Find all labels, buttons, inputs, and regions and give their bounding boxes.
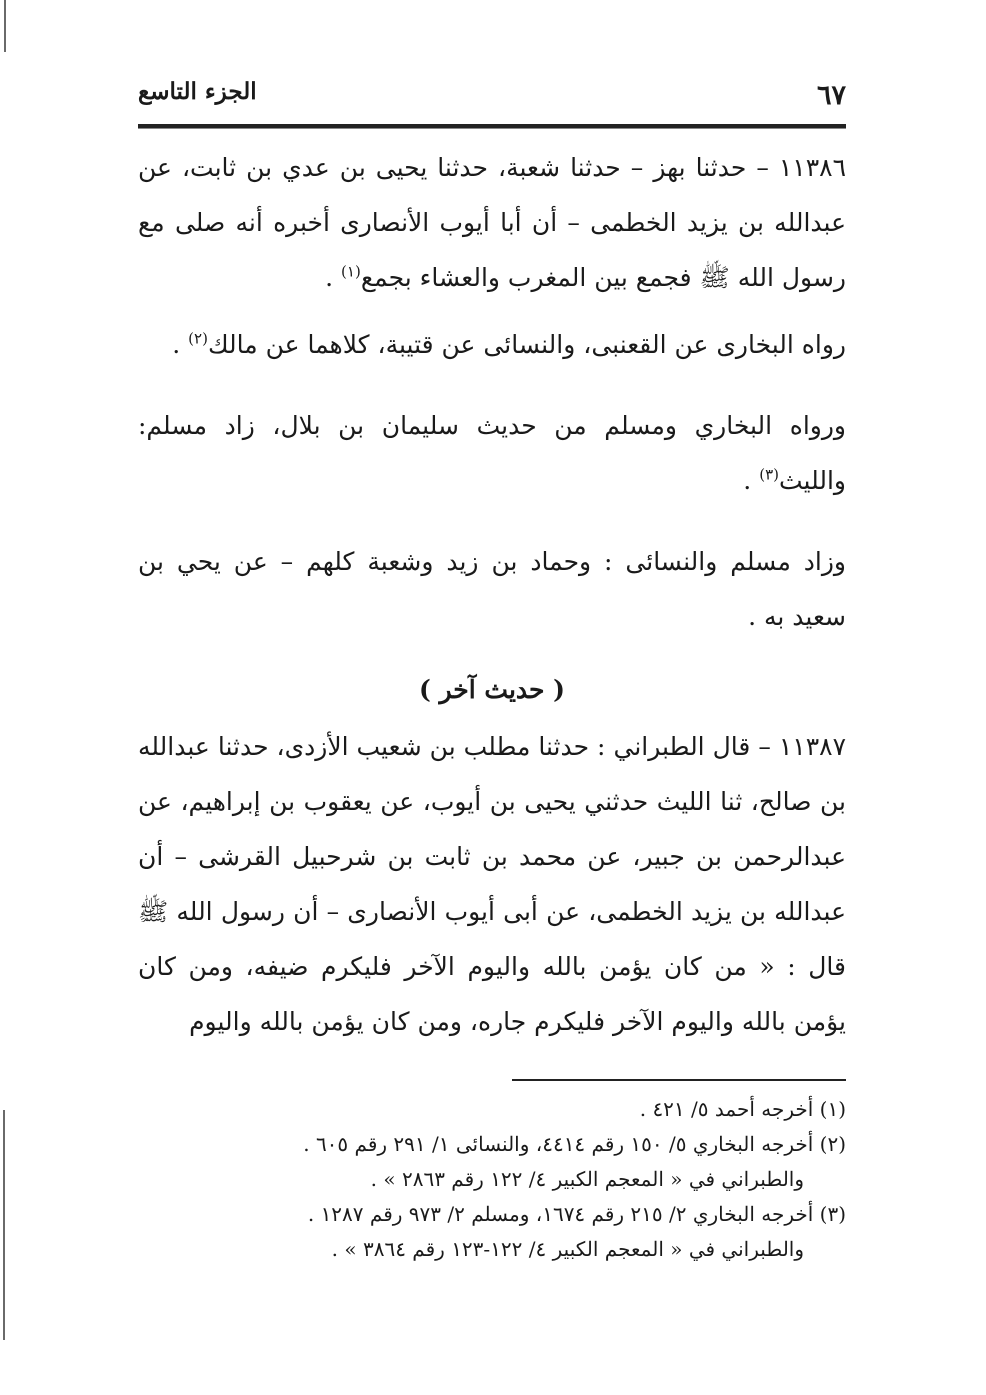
hadith-text: ١١٣٨٦ – حدثنا بهز – حدثنا شعبة، حدثنا يحيى بن عدي بن ثابت، عن عبدالله بن يزيد الخطمى – أن أبا أيوب الأنصارى أخبره أنه صلى مع رسول الله ﷺ فجمع بين المغرب والعشاء بجمع xyxy=(138,153,846,292)
footnote-ref: (٢) xyxy=(188,329,208,348)
section-heading: ( حديث آخر ) xyxy=(418,675,566,704)
footnote-3-continuation: والطبراني في « المعجم الكبير ٤/ ١٢٢-١٢٣ رقم ٣٨٦٤ » . xyxy=(331,1237,804,1261)
hadith-paragraph: ١١٣٨٧ – قال الطبراني : حدثنا مطلب بن شعيب الأزدى، حدثنا عبدالله بن صالح، ثنا الليث حدثني يحيى بن أيوب، عن يعقوب بن إبراهيم، عن عبدالرحمن بن جبير، عن محمد بن ثابت بن شرحبيل القرشى – أن عبدالله بن يزيد الخطمى، عن أبى أيوب الأنصارى – أن رسول الله ﷺ قال : « من كان يؤمن بالله واليوم الآخر فليكرم ضيفه، ومن كان يؤمن بالله واليوم الآخر فليكرم جاره، ومن كان يؤمن بالله واليوم xyxy=(138,732,846,1036)
header-rule xyxy=(138,124,846,129)
page-header xyxy=(138,72,846,124)
running-title: الجزء التاسع xyxy=(138,78,257,105)
punctuation: . xyxy=(172,330,189,359)
punctuation: . xyxy=(325,263,342,292)
scan-edge-mark xyxy=(4,0,6,52)
footnotes xyxy=(150,1092,846,1267)
commentary-paragraph: وزاد مسلم والنسائى : وحماد بن زيد وشعبة كلهم – عن يحي بن سعيد به . xyxy=(138,547,846,631)
scan-edge-mark xyxy=(3,1110,5,1340)
footnote-1: (١) أخرجه أحمد ٥/ ٤٢١ . xyxy=(639,1097,846,1121)
footnote-ref: (١) xyxy=(341,262,361,281)
footnote-ref: (٣) xyxy=(759,465,779,484)
hadith-paragraph xyxy=(138,140,846,305)
commentary-text: ورواه البخاري ومسلم من حديث سليمان بن بلال، زاد مسلم: والليث xyxy=(138,411,846,495)
footnote-2-continuation: والطبراني في « المعجم الكبير ٤/ ١٢٢ رقم ٢٨٦٣ » . xyxy=(370,1167,804,1191)
footnote-2: (٢) أخرجه البخاري ٥/ ١٥٠ رقم ٤٤١٤، والنسائى ١/ ٢٩١ رقم ٦٠٥ . xyxy=(303,1132,846,1156)
page-number: ٦٧ xyxy=(816,80,846,111)
footnote-rule xyxy=(512,1079,846,1081)
commentary-paragraph xyxy=(138,398,846,508)
commentary-text: رواه البخارى عن القعنبى، والنسائى عن قتيبة، كلاهما عن مالك xyxy=(207,330,846,359)
commentary-paragraph xyxy=(138,317,846,372)
footnote-3: (٣) أخرجه البخاري ٢/ ٢١٥ رقم ١٦٧٤، ومسلم ٢/ ٩٧٣ رقم ١٢٨٧ . xyxy=(307,1202,846,1226)
main-text xyxy=(138,140,846,1049)
punctuation: . xyxy=(743,466,760,495)
